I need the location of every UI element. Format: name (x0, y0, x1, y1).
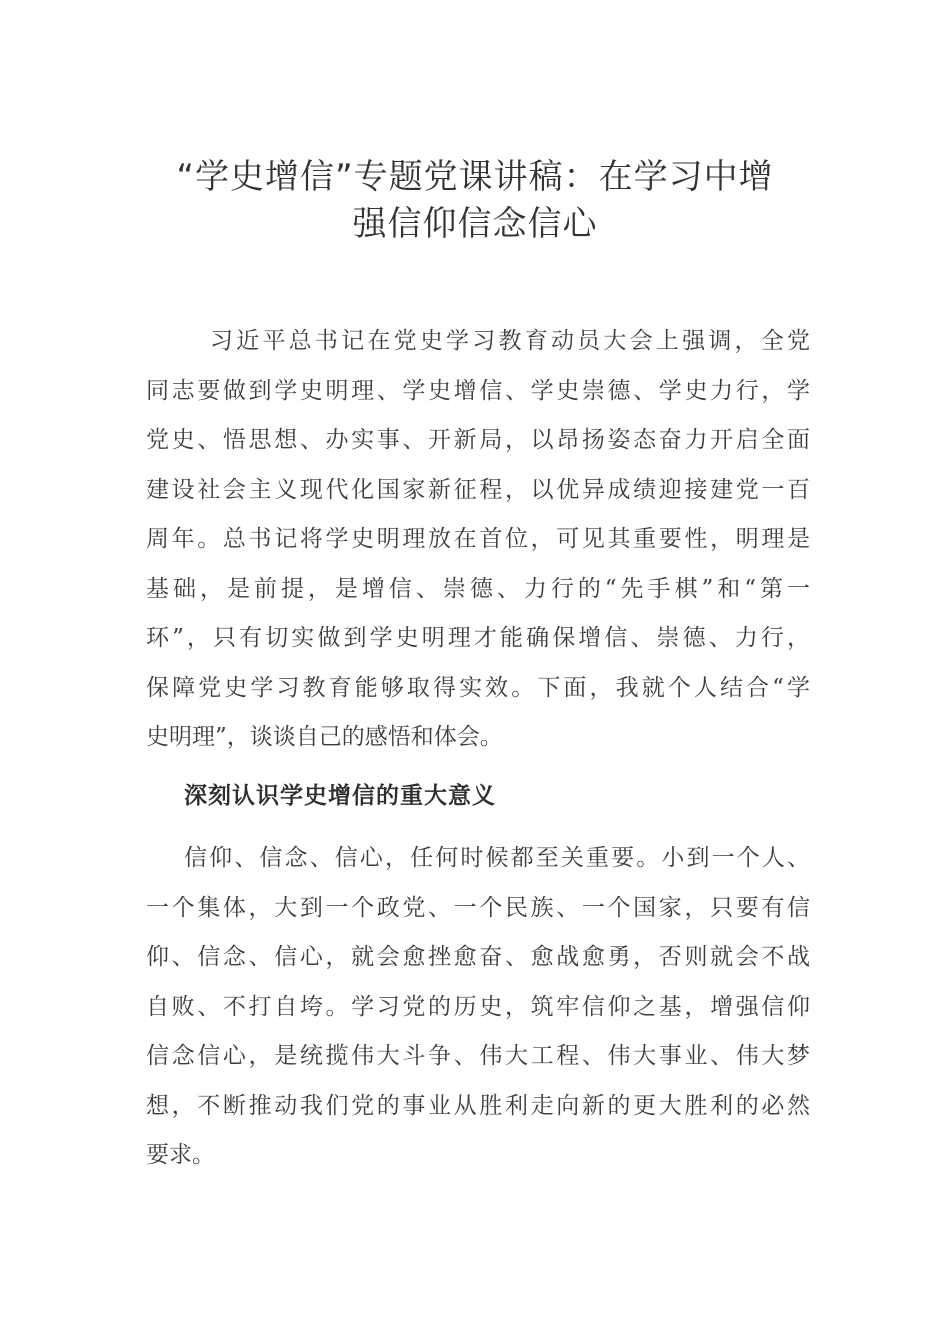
section-heading: 深刻认识学史增信的重大意义 (184, 783, 496, 809)
document-title-line-1: “学史增信”专题党课讲稿：在学习中增 (176, 157, 774, 197)
section-paragraph (146, 834, 810, 1181)
paragraph-line: 基础，是前提，是增信、崇德、力行的“先手棋”和“第一 (146, 575, 810, 602)
paragraph-line: 史明理”，谈谈自己的感悟和体会。 (146, 724, 503, 750)
paragraph-line: 环”，只有切实做到学史明理才能确保增信、崇德、力行， (146, 625, 810, 651)
paragraph-line: 信仰、信念、信心，任何时候都至关重要。小到一个人、 (184, 845, 810, 871)
paragraph-line: 周年。总书记将学史明理放在首位，可见其重要性，明理是 (146, 526, 810, 552)
paragraph-line: 建设社会主义现代化国家新征程，以优异成绩迎接建党一百 (146, 476, 810, 503)
paragraph-line: 同志要做到学史明理、学史增信、学史崇德、学史力行，学 (146, 377, 810, 404)
paragraph-line: 自败、不打自垮。学习党的历史，筑牢信仰之基，增强信仰 (146, 993, 810, 1020)
paragraph-line: 仰、信念、信心，就会愈挫愈奋、愈战愈勇，否则就会不战 (146, 944, 810, 970)
intro-paragraph (146, 317, 810, 763)
paragraph-line: 要求。 (146, 1142, 215, 1168)
paragraph-line: 党史、悟思想、办实事、开新局，以昂扬姿态奋力开启全面 (146, 427, 810, 453)
paragraph-line: 一个集体，大到一个政党、一个民族、一个国家，只要有信 (146, 894, 810, 921)
paragraph-line: 想，不断推动我们党的事业从胜利走向新的更大胜利的必然 (146, 1092, 810, 1119)
paragraph-line: 保障党史学习教育能够取得实效。下面，我就个人结合“学 (146, 674, 810, 701)
paragraph-line: 习近平总书记在党史学习教育动员大会上强调，全党 (210, 328, 810, 354)
paragraph-line: 信念信心，是统揽伟大斗争、伟大工程、伟大事业、伟大梦 (146, 1043, 810, 1069)
document-title-line-2: 强信仰信念信心 (352, 204, 598, 244)
